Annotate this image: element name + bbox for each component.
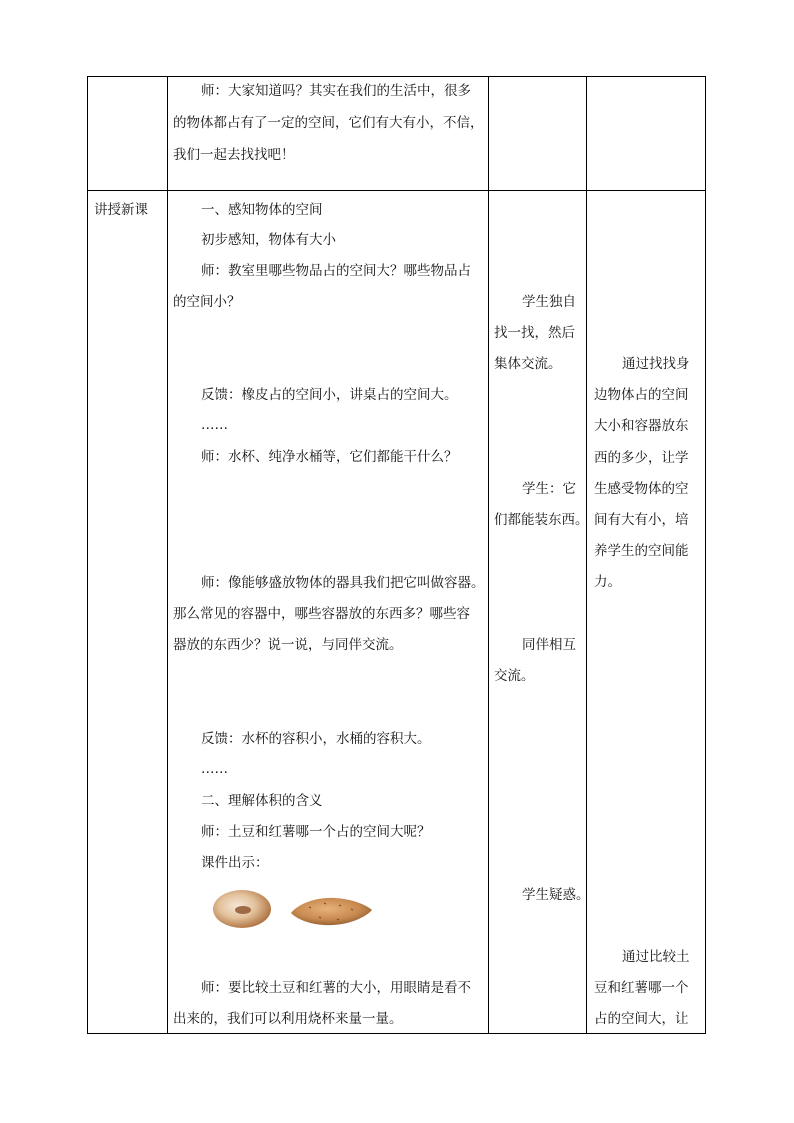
table-border-bottom — [87, 1033, 706, 1034]
section-heading-1: 一、感知物体的空间 — [201, 202, 323, 218]
content-line: 那么常见的容器中，哪些容器放的东西多？哪些容 — [173, 606, 470, 622]
content-line: 反馈：橡皮占的空间小，讲桌占的空间大。 — [201, 387, 458, 403]
content-line: 课件出示： — [201, 855, 269, 871]
content-line: 师：土豆和红薯哪一个占的空间大呢？ — [201, 824, 431, 840]
intent-line: 养学生的空间能 — [594, 543, 689, 559]
content-line: 师：像能够盛放物体的器具我们把它叫做容器。 — [201, 575, 485, 591]
table-border-left — [87, 76, 88, 1034]
intent-line: 力。 — [594, 574, 621, 590]
content-line: 反馈：水杯的容积小，水桶的容积大。 — [201, 731, 431, 747]
student-line: 们都能装东西。 — [494, 512, 589, 528]
column-divider-2 — [488, 76, 489, 1034]
row1-line-1: 师：大家知道吗？其实在我们的生活中，很多 — [201, 83, 471, 99]
intent-line: 西的多少，让学 — [594, 450, 689, 466]
row1-line-3: 我们一起去找找吧！ — [173, 147, 295, 163]
ellipsis: …… — [201, 761, 228, 777]
sweet-potato-image — [289, 895, 374, 927]
student-line: 交流。 — [494, 668, 535, 684]
row1-line-2: 的物体都占有了一定的空间，它们有大有小，不信， — [173, 115, 484, 131]
intent-line: 生感受物体的空 — [594, 481, 689, 497]
intent-line: 豆和红薯哪一个 — [594, 980, 689, 996]
student-line: 集体交流。 — [494, 356, 562, 372]
content-line: 出来的，我们可以利用烧杯来量一量。 — [173, 1011, 403, 1027]
student-line: 学生独自 — [522, 294, 576, 310]
student-line: 找一找，然后 — [494, 325, 575, 341]
column-divider-1 — [167, 76, 168, 1034]
table-border-right — [705, 76, 706, 1034]
student-line: 学生疑惑。 — [522, 887, 590, 903]
content-line: 器放的东西少？说一说，与同伴交流。 — [173, 637, 403, 653]
student-line: 学生：它 — [522, 481, 576, 497]
student-line: 同伴相互 — [522, 637, 576, 653]
content-line: 师：水杯、纯净水桶等，它们都能干什么？ — [201, 449, 458, 465]
content-line: 师：要比较土豆和红薯的大小，用眼睛是看不 — [201, 980, 471, 996]
ellipsis: …… — [201, 417, 228, 433]
intent-line: 大小和容器放东 — [594, 418, 689, 434]
stage-label: 讲授新课 — [94, 202, 148, 218]
content-line: 师：教室里哪些物品占的空间大？哪些物品占 — [201, 263, 471, 279]
intent-line: 占的空间大，让 — [594, 1011, 689, 1027]
intent-line: 边物体占的空间 — [594, 387, 689, 403]
section-heading-2: 二、理解体积的含义 — [201, 793, 323, 809]
intent-line: 通过比较土 — [622, 949, 690, 965]
intent-line: 间有大有小，培 — [594, 512, 689, 528]
content-line: 的空间小？ — [173, 294, 241, 310]
intent-line: 通过找找身 — [622, 356, 690, 372]
potato-skin-mark — [235, 906, 251, 914]
row-divider — [87, 190, 706, 191]
table-border-top — [87, 76, 706, 77]
content-line: 初步感知，物体有大小 — [201, 232, 336, 248]
